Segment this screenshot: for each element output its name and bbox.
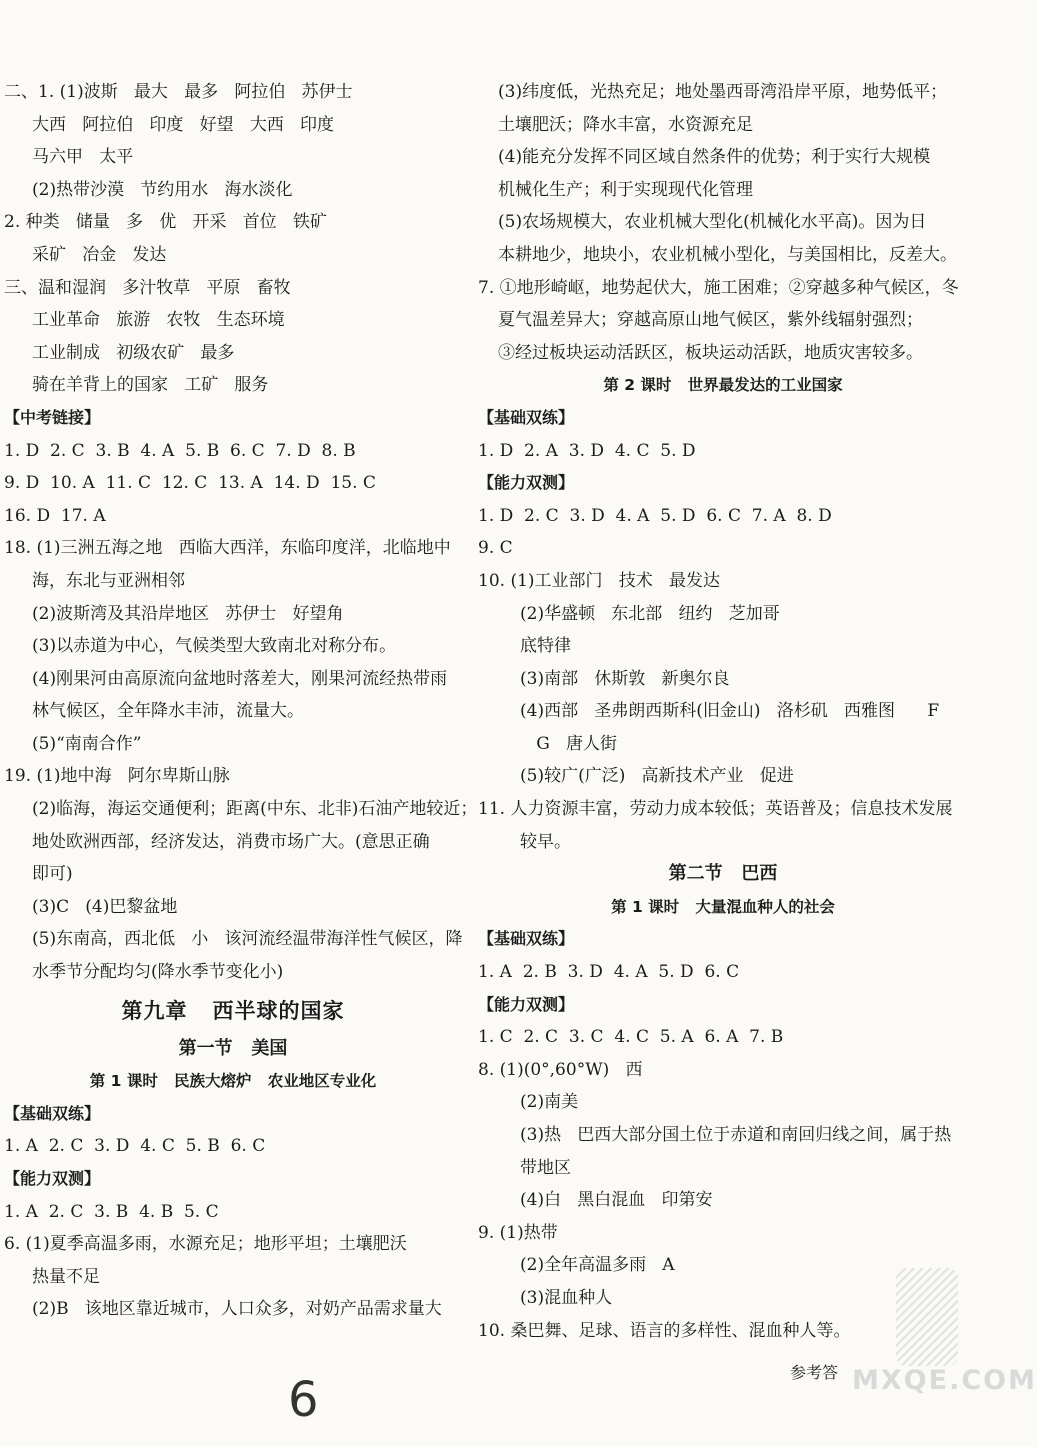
left-column-line: 第一节 美国 <box>178 1037 288 1059</box>
right-column-line: 【能力双测】 <box>478 473 575 493</box>
right-column-line: (3)南部 休斯敦 新奥尔良 <box>520 668 730 689</box>
left-column-line: (5)东南高，西北低 小 该河流经温带海洋性气候区，降 <box>32 929 463 950</box>
right-column-line: 1. D 2. C 3. D 4. A 5. D 6. C 7. A 8. D <box>478 505 832 526</box>
right-column-line: 1. C 2. C 3. C 4. C 5. A 6. A 7. B <box>478 1027 784 1048</box>
left-column-line: 1. D 2. C 3. B 4. A 5. B 6. C 7. D 8. B <box>4 440 356 461</box>
left-column-line: (4)刚果河由高原流向盆地时落差大，刚果河流经热带雨 <box>32 668 448 689</box>
right-column-line: 10. 桑巴舞、足球、语言的多样性、混血种人等。 <box>478 1320 851 1341</box>
right-column-line: 【基础双练】 <box>478 407 575 427</box>
left-column-line: 海，东北与亚洲相邻 <box>32 570 185 591</box>
left-column-line: 9. D 10. A 11. C 12. C 13. A 14. D 15. C <box>4 473 376 494</box>
left-column-line: 热量不足 <box>32 1266 100 1287</box>
right-column-line: (2)华盛顿 东北部 纽约 芝加哥 <box>520 603 780 624</box>
left-column-line: 二、1. (1)波斯 最大 最多 阿拉伯 苏伊士 <box>4 82 353 102</box>
left-column-line: 马六甲 太平 <box>32 147 134 168</box>
right-column-line: 第 1 课时 大量混血种人的社会 <box>611 897 835 916</box>
left-column-line: 林气候区，全年降水丰沛，流量大。 <box>32 701 304 722</box>
right-column <box>478 76 968 1347</box>
right-column-line: (3)热 巴西大部分国土位于赤道和南回归线之间，属于热 <box>520 1125 952 1145</box>
left-column <box>4 76 478 1326</box>
right-column-line: 9. C <box>478 538 513 559</box>
left-column-line: 第 1 课时 民族大熔炉 农业地区专业化 <box>89 1072 377 1091</box>
right-column-line: (4)白 黑白混血 印第安 <box>520 1190 713 1211</box>
footer-label: 参考答 <box>790 1363 839 1382</box>
left-column-line: (2)B 该地区靠近城市，人口众多，对奶产品需求量大 <box>32 1299 442 1320</box>
right-column-line: 【能力双测】 <box>478 994 575 1014</box>
right-column-line: G 唐人街 <box>520 733 618 754</box>
right-column-line: (2)南美 <box>520 1092 579 1113</box>
left-column-line: 6. (1)夏季高温多雨，水源充足；地形平坦；土壤肥沃 <box>4 1234 407 1255</box>
left-column-line: 采矿 冶金 发达 <box>32 244 167 265</box>
left-column-line: (5)“南南合作” <box>32 733 142 754</box>
left-column-line: 16. D 17. A <box>4 505 106 526</box>
right-column-line: ③经过板块运动活跃区，板块运动活跃，地质灾害较多。 <box>498 342 923 363</box>
right-column-line: (3)纬度低，光热充足；地处墨西哥湾沿岸平原，地势低平； <box>498 82 948 102</box>
right-column-line: 1. D 2. A 3. D 4. C 5. D <box>478 440 696 461</box>
right-column-line: (4)西部 圣弗朗西斯科(旧金山) 洛杉矶 西雅图 F <box>520 701 940 722</box>
left-column-line: 2. 种类 储量 多 优 开采 首位 铁矿 <box>4 212 327 233</box>
right-column-line: 8. (1)(0°,60°W) 西 <box>478 1059 643 1080</box>
right-column-line: (2)全年高温多雨 A <box>520 1255 675 1276</box>
right-column-line: (5)较广(广泛) 高新技术产业 促进 <box>520 766 794 787</box>
right-column-line: 9. (1)热带 <box>478 1222 558 1243</box>
left-column-line: (3)C (4)巴黎盆地 <box>32 896 178 917</box>
left-column-line: (2)临海，海运交通便利；距离(中东、北非)石油产地较近； <box>32 799 478 820</box>
right-column-line: 本耕地少，地块小，农业机械小型化，与美国相比，反差大。 <box>498 244 957 265</box>
left-column-line: 【基础双练】 <box>4 1103 101 1123</box>
left-column-line: 19. (1)地中海 阿尔卑斯山脉 <box>4 766 230 787</box>
right-column-line: 第二节 巴西 <box>668 863 778 885</box>
left-column-line: 工业制成 初级农矿 最多 <box>32 342 235 363</box>
right-column-line: 带地区 <box>520 1157 571 1178</box>
right-column-line: 土壤肥沃；降水丰富，水资源充足 <box>498 114 753 135</box>
left-column-line: 骑在羊背上的国家 工矿 服务 <box>32 375 269 396</box>
left-column-line: 地处欧洲西部，经济发达，消费市场广大。(意思正确 <box>32 831 430 852</box>
right-column-line: 10. (1)工业部门 技术 最发达 <box>478 570 720 591</box>
right-column-line: 【基础双练】 <box>478 929 575 949</box>
right-column-line: (3)混血种人 <box>520 1287 613 1308</box>
right-column-line: 夏气温差异大；穿越高原山地气候区，紫外线辐射强烈； <box>498 310 923 331</box>
left-column-line: 【中考链接】 <box>4 407 101 427</box>
left-column-line: 即可) <box>32 864 73 885</box>
left-column-line: 三、温和湿润 多汁牧草 平原 畜牧 <box>4 277 291 298</box>
right-column-line: (4)能充分发挥不同区域自然条件的优势；利于实行大规模 <box>498 147 931 168</box>
left-column-line: 1. A 2. C 3. B 4. B 5. C <box>4 1201 219 1222</box>
left-column-line: (3)以赤道为中心，气候类型大致南北对称分布。 <box>32 636 397 657</box>
right-column-line: (5)农场规模大，农业机械大型化(机械化水平高)。因为日 <box>498 212 927 233</box>
handwritten-page-number: 6 <box>288 1372 319 1428</box>
left-column-line: 大西 阿拉伯 印度 好望 大西 印度 <box>32 114 335 135</box>
right-column-line: 第 2 课时 世界最发达的工业国家 <box>603 376 843 395</box>
left-column-line: 第九章 西半球的国家 <box>121 998 345 1023</box>
right-column-line: 较早。 <box>520 831 571 852</box>
right-column-line: 底特律 <box>520 636 571 657</box>
right-column-line: 机械化生产；利于实现现代化管理 <box>498 179 753 200</box>
right-column-line: 11. 人力资源丰富，劳动力成本较低；英语普及；信息技术发展 <box>478 799 953 820</box>
watermark: MXQE.COM <box>852 1365 1037 1396</box>
left-column-line: (2)热带沙漠 节约用水 海水淡化 <box>32 179 293 200</box>
left-column-line: 工业革命 旅游 农牧 生态环境 <box>32 310 285 331</box>
stamp-mark <box>896 1268 958 1366</box>
right-column-line: 7. ①地形崎岖，地势起伏大，施工困难；②穿越多种气候区，冬 <box>478 277 959 298</box>
left-column-line: 水季节分配均匀(降水季节变化小) <box>32 962 284 983</box>
left-column-line: 18. (1)三洲五海之地 西临大西洋，东临印度洋，北临地中 <box>4 538 451 559</box>
left-column-line: (2)波斯湾及其沿岸地区 苏伊士 好望角 <box>32 603 344 624</box>
right-column-line: 1. A 2. B 3. D 4. A 5. D 6. C <box>478 962 740 983</box>
left-column-line: 1. A 2. C 3. D 4. C 5. B 6. C <box>4 1136 266 1157</box>
left-column-line: 【能力双测】 <box>4 1169 101 1188</box>
